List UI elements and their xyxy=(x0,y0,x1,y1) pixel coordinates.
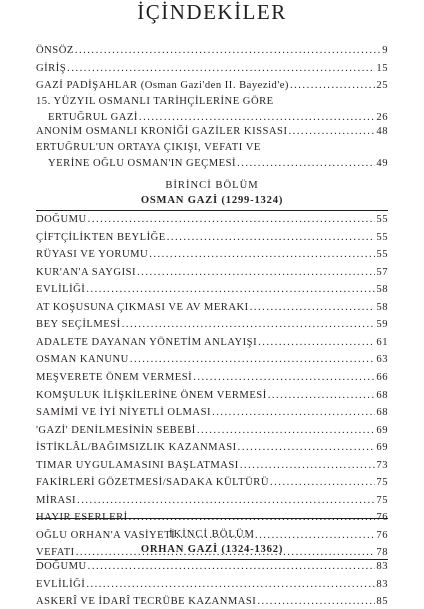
leader-dots xyxy=(258,336,375,350)
toc-entry-page: 75 xyxy=(376,477,388,488)
toc-entry-label: HAYIR ESERLERİ xyxy=(36,512,128,523)
toc-entry xyxy=(36,371,388,385)
leader-dots xyxy=(75,44,381,58)
chapter-title: OSMAN GAZİ (1299-1324) xyxy=(140,195,284,206)
leader-dots xyxy=(212,406,375,420)
toc-entry-label: BEY SEÇİLMESİ xyxy=(36,319,121,330)
toc-entry xyxy=(36,157,388,171)
leader-dots xyxy=(88,213,376,227)
toc-entry-label: 15. YÜZYIL OSMANLI TARİHÇİLERİNE GÖRE xyxy=(36,96,274,107)
toc-entry xyxy=(36,248,388,262)
toc-entry-label: DOĞUMU xyxy=(36,214,87,225)
toc-entry-page: 9 xyxy=(382,45,388,56)
page-title: İÇİNDEKİLER xyxy=(137,0,287,24)
leader-dots xyxy=(88,560,376,574)
toc-entry-label: KOMŞULUK İLİŞKİLERİNE ÖNEM VERMESİ xyxy=(36,390,267,401)
toc-entry xyxy=(36,283,388,297)
toc-entry xyxy=(36,441,388,455)
toc-entry xyxy=(36,79,388,93)
toc-entry-label: SAMİMİ VE İYİ NİYETLİ OLMASI xyxy=(36,407,212,418)
toc-entry-page: 63 xyxy=(376,354,388,365)
toc-entry-label: ERTUĞRUL'UN ORTAYA ÇIKIŞI, VEFATI VE xyxy=(36,142,261,153)
toc-entry xyxy=(36,595,388,609)
toc-entry-page: 69 xyxy=(376,442,388,453)
toc-entry xyxy=(36,476,388,490)
toc-entry xyxy=(36,353,388,367)
toc-entry xyxy=(36,62,388,76)
leader-dots xyxy=(257,595,375,609)
leader-dots xyxy=(86,578,375,592)
toc-entry-page: 69 xyxy=(376,425,388,436)
leader-dots xyxy=(240,459,376,473)
toc-entry-page: 55 xyxy=(376,249,388,260)
toc-entry-page: 48 xyxy=(376,126,388,137)
toc-entry xyxy=(36,406,388,420)
toc-entry-page: 68 xyxy=(376,390,388,401)
toc-entry xyxy=(36,494,388,508)
toc-entry-label: RÜYASI VE YORUMU xyxy=(36,249,149,260)
leader-dots xyxy=(290,79,375,93)
toc-entry-label: ADALETE DAYANAN YÖNETİM ANLAYIŞI xyxy=(36,337,258,348)
toc-entry-label: ÖNSÖZ xyxy=(36,45,74,56)
toc-entry-page: 76 xyxy=(376,530,388,541)
leader-dots xyxy=(86,283,375,297)
toc-entry-label: ASKERÎ VE İDARÎ TECRÜBE KAZANMASI xyxy=(36,596,257,607)
leader-dots xyxy=(149,248,375,262)
toc-entry xyxy=(36,459,388,473)
toc-entry-label: ÇİFTÇİLİKTEN BEYLİĞE xyxy=(36,232,166,243)
toc-entry-page: 83 xyxy=(376,561,388,572)
toc-entry-page: 58 xyxy=(376,284,388,295)
section-divider xyxy=(36,559,388,560)
leader-dots xyxy=(193,371,375,385)
chapter-heading: BİRİNCİ BÖLÜM xyxy=(165,180,259,191)
toc-entry-label: 'GAZİ' DENİLMESİNİN SEBEBİ xyxy=(36,425,196,436)
toc-entry xyxy=(36,389,388,403)
toc-entry xyxy=(36,336,388,350)
toc-entry xyxy=(36,95,388,109)
toc-entry-page: 55 xyxy=(376,232,388,243)
toc-entry-page: 78 xyxy=(376,547,388,558)
toc-entry-label: İSTİKLÂL/BAĞIMSIZLIK KAZANMASI xyxy=(36,442,237,453)
toc-entry xyxy=(36,111,388,125)
toc-entry-page: 73 xyxy=(376,460,388,471)
leader-dots xyxy=(139,111,375,125)
toc-entry-page: 75 xyxy=(376,495,388,506)
toc-entry-page: 61 xyxy=(376,337,388,348)
toc-entry-page: 83 xyxy=(376,579,388,590)
toc-entry-label: EVLİLİĞİ xyxy=(36,284,86,295)
leader-dots xyxy=(130,353,376,367)
toc-entry xyxy=(36,141,388,155)
toc-entry-page: 25 xyxy=(376,80,388,91)
toc-entry xyxy=(36,560,388,574)
chapter-heading: İKİNCİ BÖLÜM xyxy=(169,529,255,540)
toc-entry-label: ANONİM OSMANLI KRONİĞİ GAZİLER KISSASI xyxy=(36,126,288,137)
leader-dots xyxy=(250,301,376,315)
toc-entry-label: GİRİŞ xyxy=(36,63,67,74)
toc-entry xyxy=(36,301,388,315)
toc-entry-page: 66 xyxy=(376,372,388,383)
leader-dots xyxy=(270,476,375,490)
toc-entry-label: EVLİLİĞİ xyxy=(36,579,86,590)
leader-dots xyxy=(77,494,375,508)
toc-entry xyxy=(36,213,388,227)
toc-entry xyxy=(36,125,388,139)
toc-entry-page: 26 xyxy=(376,112,388,123)
toc-entry-label: MİRASI xyxy=(36,495,77,506)
leader-dots xyxy=(137,266,375,280)
toc-entry-label: ERTUĞRUL GAZİ xyxy=(48,112,138,123)
toc-entry xyxy=(36,318,388,332)
leader-dots xyxy=(67,62,375,76)
toc-entry-label: VEFATI xyxy=(36,547,75,558)
toc-entry xyxy=(36,231,388,245)
leader-dots xyxy=(237,157,375,171)
toc-entry-label: OĞLU ORHAN'A VASİYETİ xyxy=(36,530,176,541)
toc-entry-label: FAKİRLERİ GÖZETMESİ/SADAKA KÜLTÜRÜ xyxy=(36,477,269,488)
chapter-title: ORHAN GAZİ (1324-1362) xyxy=(140,544,284,555)
toc-entry xyxy=(36,266,388,280)
toc-entry-page: 57 xyxy=(376,267,388,278)
leader-dots xyxy=(238,441,376,455)
toc-entry-page: 76 xyxy=(376,512,388,523)
section-divider xyxy=(36,210,388,211)
toc-entry-label: DOĞUMU xyxy=(36,561,87,572)
toc-entry-label: AT KOŞUSUNA ÇIKMASI VE AV MERAKI xyxy=(36,302,249,313)
toc-entry-page: 59 xyxy=(376,319,388,330)
leader-dots xyxy=(197,424,376,438)
toc-entry-page: 85 xyxy=(376,596,388,607)
toc-entry-label: GAZİ PADİŞAHLAR (Osman Gazi'den II. Bayezid'e) xyxy=(36,80,289,91)
toc-entry xyxy=(36,424,388,438)
toc-entry-page: 58 xyxy=(376,302,388,313)
toc-entry-page: 68 xyxy=(376,407,388,418)
toc-entry-label: KUR'AN'A SAYGISI xyxy=(36,267,137,278)
toc-entry-label: YERİNE OĞLU OSMAN'IN GEÇMESİ xyxy=(48,158,237,169)
leader-dots xyxy=(167,231,376,245)
toc-entry-page: 55 xyxy=(376,214,388,225)
leader-dots xyxy=(122,318,376,332)
toc-entry-page: 15 xyxy=(376,63,388,74)
leader-dots xyxy=(288,125,375,139)
toc-entry-label: OSMAN KANUNU xyxy=(36,354,129,365)
leader-dots xyxy=(268,389,376,403)
toc-entry xyxy=(36,578,388,592)
toc-entry-label: MEŞVERETE ÖNEM VERMESİ xyxy=(36,372,193,383)
toc-entry-label: TIMAR UYGULAMASINI BAŞLATMASI xyxy=(36,460,239,471)
section-divider xyxy=(36,518,388,519)
toc-entry-page: 49 xyxy=(376,158,388,169)
toc-entry xyxy=(36,44,388,58)
